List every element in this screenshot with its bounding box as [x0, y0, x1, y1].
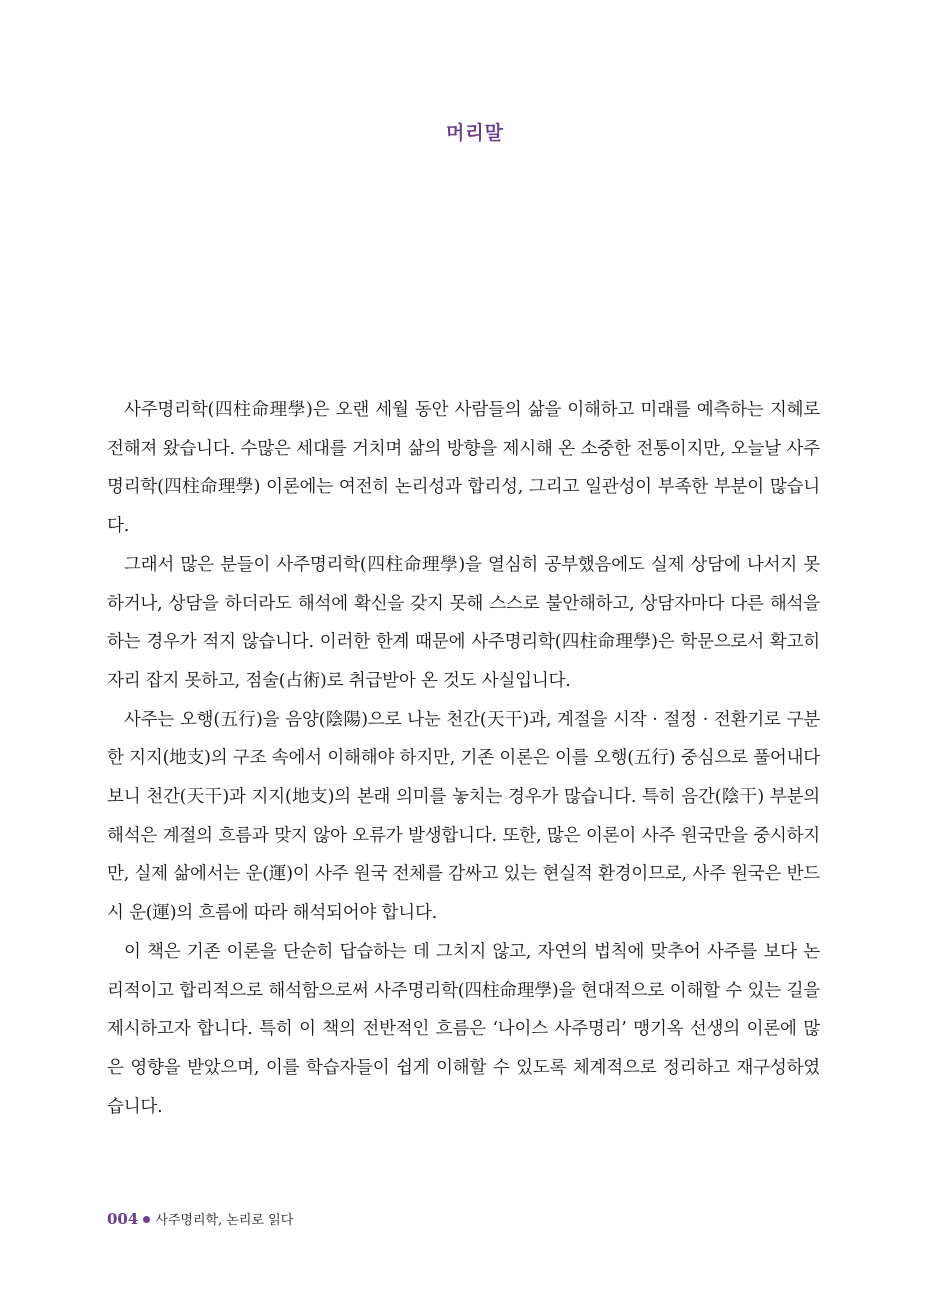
running-title: 사주명리학, 논리로 읽다	[155, 1213, 294, 1228]
body-text	[107, 391, 820, 1126]
paragraph-4: 이 책은 기존 이론을 단순히 답습하는 데 그치지 않고, 자연의 법칙에 맞추어 사주를 보다 논리적이고 합리적으로 해석함으로써 사주명리학(四柱命理學)을 현대적으로 이해할 수 있는 길을 제시하고자 합니다. 특히 이 책의 전반적인 흐름은 ‘나이스 사주명리’ 맹기옥 선생의 이론에 많은 영향을 받았으며, 이를 학습자들이 쉽게 이해할 수 있도록 체계적으로 정리하고 재구성하였습니다.	[107, 941, 820, 1117]
paragraph-2: 그래서 많은 분들이 사주명리학(四柱命理學)을 열심히 공부했음에도 실제 상담에 나서지 못하거나, 상담을 하더라도 해석에 확신을 갖지 못해 스스로 불안해하고, 상담자마다 다른 해석을 하는 경우가 적지 않습니다. 이러한 한계 때문에 사주명리학(四柱命理學)은 학문으로서 확고히 자리 잡지 못하고, 점술(占術)로 취급받아 온 것도 사실입니다.	[107, 554, 820, 691]
bullet-dot-icon	[143, 1216, 150, 1223]
page-title: 머리말	[445, 122, 505, 144]
page-number: 004	[107, 1210, 139, 1228]
paragraph-3: 사주는 오행(五行)을 음양(陰陽)으로 나눈 천간(天干)과, 계절을 시작 · 절정 · 전환기로 구분한 지지(地支)의 구조 속에서 이해해야 하지만, 기존 이론은 이를 오행(五行) 중심으로 풀어내다 보니 천간(天干)과 지지(地支)의 본래 의미를 놓치는 경우가 많습니다. 특히 음간(陰干) 부분의 해석은 계절의 흐름과 맞지 않아 오류가 발생합니다. 또한, 많은 이론이 사주 원국만을 중시하지만, 실제 삶에서는 운(運)이 사주 원국 전체를 감싸고 있는 현실적 환경이므로, 사주 원국은 반드시 운(運)의 흐름에 따라 해석되어야 합니다.	[107, 709, 820, 924]
page-footer	[107, 1209, 293, 1228]
paragraph-1: 사주명리학(四柱命理學)은 오랜 세월 동안 사람들의 삶을 이해하고 미래를 예측하는 지혜로 전해져 왔습니다. 수많은 세대를 거치며 삶의 방향을 제시해 온 소중한 전통이지만, 오늘날 사주명리학(四柱命理學) 이론에는 여전히 논리성과 합리성, 그리고 일관성이 부족한 부분이 많습니다.	[107, 400, 820, 537]
